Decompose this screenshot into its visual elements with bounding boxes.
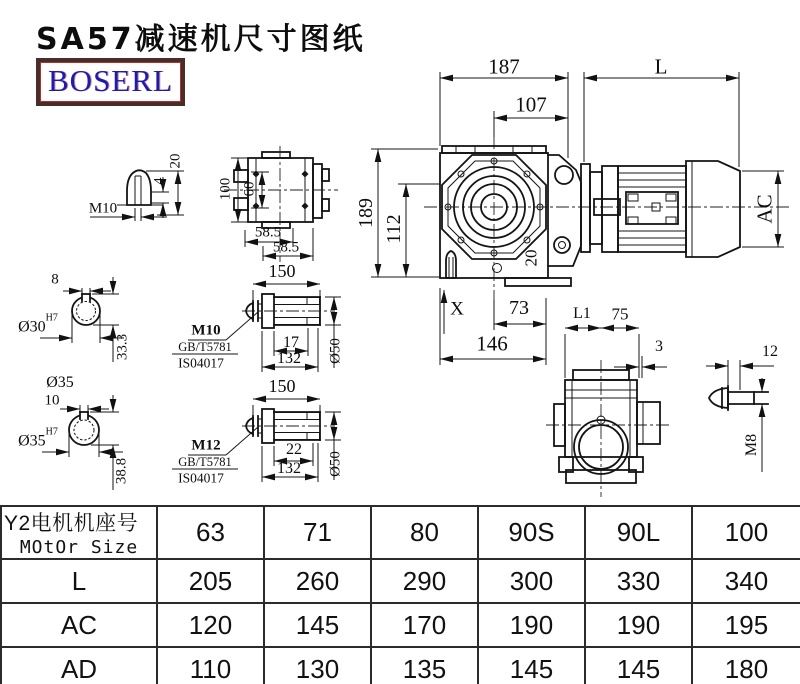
dimension-table xyxy=(0,505,800,684)
dim-shaft1-iso: IS04017 xyxy=(178,355,224,371)
dim-shaft1-150: 150 xyxy=(268,261,296,281)
dim-shaft2-132: 132 xyxy=(277,460,301,477)
dim-shaft2-m12: M12 xyxy=(191,437,221,454)
dim-section2-bore: $Ø35^{H7}$ xyxy=(18,426,58,450)
dim-section2-10: 10 xyxy=(44,392,60,409)
dim-shaft1-gb: GB/T5781 xyxy=(178,339,232,354)
dim-main-73: 73 xyxy=(509,297,529,319)
table-cell: 195 xyxy=(692,603,800,647)
table-cell: 190 xyxy=(478,603,585,647)
dim-main-X: X xyxy=(450,298,464,320)
dim-bolt-12: 12 xyxy=(762,343,778,360)
dim-shaft1-m10: M10 xyxy=(191,322,221,339)
table-header-motor-size xyxy=(1,506,157,559)
table-header-cell: 80 xyxy=(371,506,478,559)
table-header-cn: Y2电机机座号 xyxy=(4,512,139,535)
table-cell: 205 xyxy=(157,559,264,603)
dim-main-L: L xyxy=(654,54,668,79)
dim-section1-33-3: 33.3 xyxy=(114,333,131,361)
table-cell: 120 xyxy=(157,603,264,647)
dim-topview-58-5-b: 58.5 xyxy=(272,239,300,256)
dim-shaft2-22: 22 xyxy=(286,441,302,458)
table-header-en: MOtOr Size xyxy=(19,537,139,558)
table-cell: 110 xyxy=(157,647,264,684)
table-header-cell: 63 xyxy=(157,506,264,559)
table-header-row xyxy=(1,506,800,559)
table-cell: 145 xyxy=(264,603,371,647)
table-header-cell: 90S xyxy=(478,506,585,559)
dim-main-146: 146 xyxy=(476,331,508,356)
dim-main-112: 112 xyxy=(383,214,405,244)
dim-main-AC: AC xyxy=(752,194,777,224)
dim-main-189: 189 xyxy=(355,198,377,228)
dim-main-187: 187 xyxy=(488,54,520,79)
table-cell: 135 xyxy=(371,647,478,684)
dim-shaft2-d50: Ø50 xyxy=(327,451,344,477)
table-row-L xyxy=(1,559,800,603)
dim-shaft2-150: 150 xyxy=(268,376,296,396)
table-header-cell: 90L xyxy=(585,506,692,559)
table-cell: 180 xyxy=(692,647,800,684)
dim-key-4: 4 xyxy=(152,177,167,185)
dim-key-20: 20 xyxy=(167,153,184,169)
dim-shaft2-iso: IS04017 xyxy=(178,470,224,486)
dim-section1-bore: $Ø30^{H7}$ xyxy=(18,312,58,336)
table-header-cell: 71 xyxy=(264,506,371,559)
dim-shaft1-132: 132 xyxy=(277,350,301,367)
bolt-detail-drawing xyxy=(706,360,774,472)
table-cell: 290 xyxy=(371,559,478,603)
dim-main-20: 20 xyxy=(521,249,541,267)
table-cell: 190 xyxy=(585,603,692,647)
dim-rear-75: 75 xyxy=(611,304,629,324)
dim-rear-L1: L1 xyxy=(573,305,591,322)
dim-shaft1-17: 17 xyxy=(283,334,299,351)
row-label: AC xyxy=(1,603,157,647)
table-row-AD xyxy=(1,647,800,684)
dim-topview-58-5-a: 58.5 xyxy=(254,224,282,241)
table-row-AC xyxy=(1,603,800,647)
table-header-cell: 100 xyxy=(692,506,800,559)
dim-bolt-m8: M8 xyxy=(743,433,760,457)
row-label: AD xyxy=(1,647,157,684)
gearbox-rear-view xyxy=(546,328,670,497)
table-cell: 145 xyxy=(478,647,585,684)
dim-section1-d35: Ø35 xyxy=(46,374,74,391)
dim-rear-3: 3 xyxy=(655,338,663,355)
table-cell: 145 xyxy=(585,647,692,684)
table-cell: 130 xyxy=(264,647,371,684)
row-label: L xyxy=(1,559,157,603)
table-cell: 330 xyxy=(585,559,692,603)
dim-main-107: 107 xyxy=(515,92,547,117)
dim-shaft1-d50: Ø50 xyxy=(327,338,344,364)
table-cell: 300 xyxy=(478,559,585,603)
dim-topview-100: 100 xyxy=(217,177,234,201)
dim-section1-8: 8 xyxy=(51,271,59,288)
dim-section2-38-8: 38.8 xyxy=(113,457,130,485)
dim-topview-60: 60 xyxy=(241,181,258,197)
table-cell: 260 xyxy=(264,559,371,603)
table-cell: 170 xyxy=(371,603,478,647)
brand-logo-text: BOSERL xyxy=(48,63,173,98)
table-cell: 340 xyxy=(692,559,800,603)
dim-shaft2-gb: GB/T5781 xyxy=(178,454,232,469)
dim-key-m10: M10 xyxy=(88,200,118,217)
page-title: SA57减速机尺寸图纸 xyxy=(36,22,366,57)
